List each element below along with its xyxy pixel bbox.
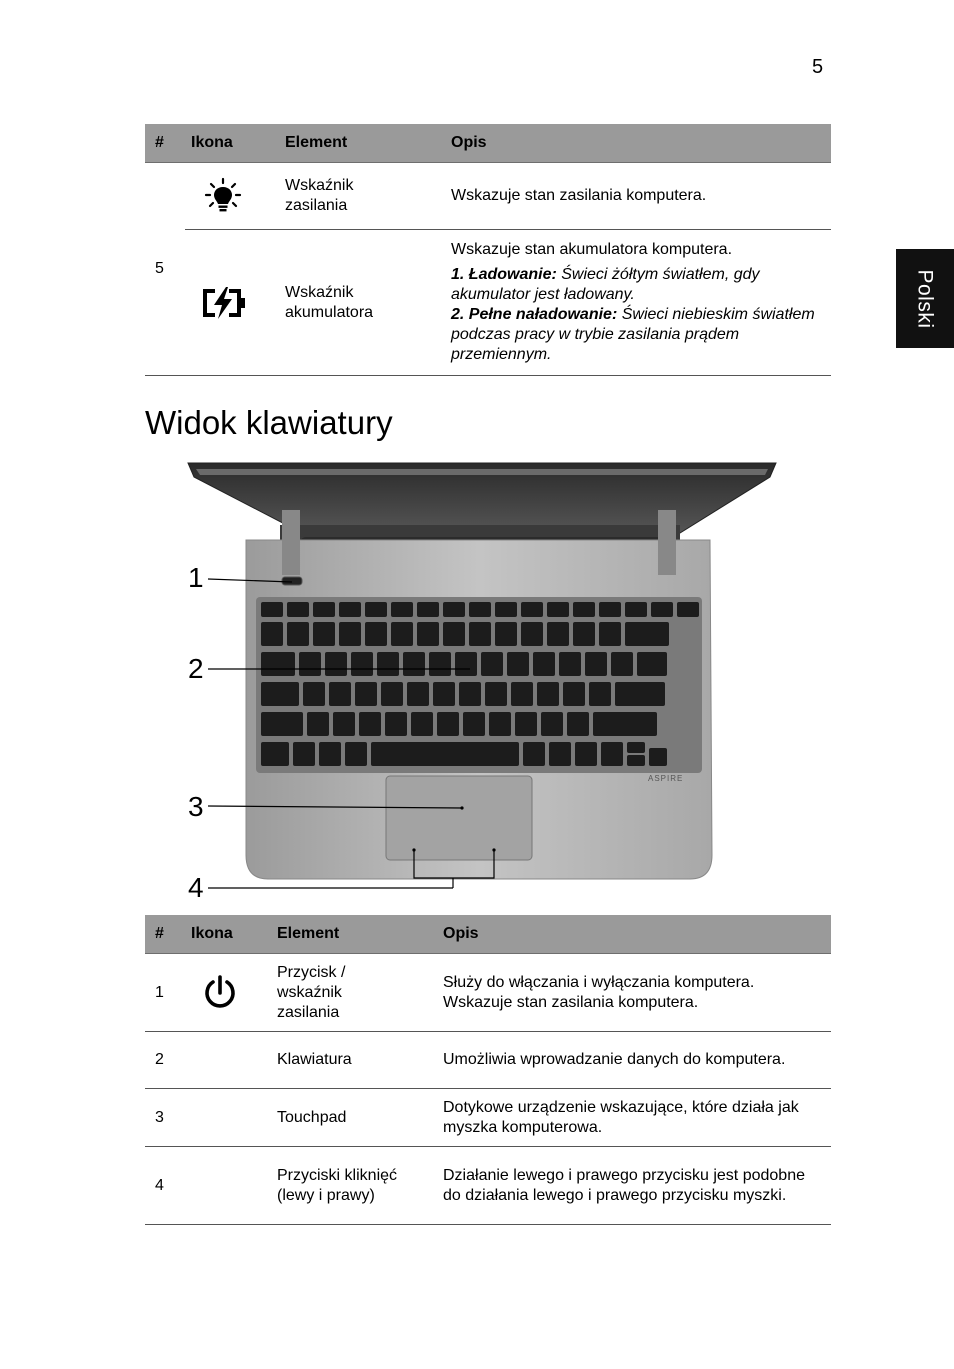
keyboard-view-table bbox=[145, 915, 831, 1225]
keyboard-key bbox=[559, 652, 581, 676]
keyboard-key bbox=[325, 652, 347, 676]
keyboard-key bbox=[495, 622, 517, 646]
keyboard-key bbox=[599, 622, 621, 646]
keyboard-key bbox=[411, 712, 433, 736]
description-cell bbox=[445, 230, 831, 376]
description-cell: Umożliwia wprowadzanie danych do komputera. bbox=[437, 1032, 831, 1089]
keyboard-key bbox=[371, 742, 519, 766]
keyboard-key bbox=[459, 682, 481, 706]
header-number: # bbox=[145, 124, 185, 163]
keyboard-key bbox=[575, 742, 597, 766]
language-tab bbox=[896, 249, 954, 348]
description-cell: Dotykowe urządzenie wskazujące, które działa jak myszka komputerowa. bbox=[437, 1089, 831, 1147]
keyboard-key bbox=[355, 682, 377, 706]
keyboard-key bbox=[627, 742, 645, 753]
section-title: Widok klawiatury bbox=[145, 404, 393, 441]
callout-2: 2 bbox=[188, 653, 204, 684]
keyboard-key bbox=[381, 682, 403, 706]
keyboard-key bbox=[433, 682, 455, 706]
keyboard-key bbox=[339, 622, 361, 646]
indicator-table bbox=[145, 124, 831, 376]
keyboard-key bbox=[537, 682, 559, 706]
keyboard-key bbox=[313, 622, 335, 646]
keyboard-key bbox=[417, 602, 439, 617]
keyboard-key bbox=[261, 652, 295, 676]
keyboard-key bbox=[443, 622, 465, 646]
keyboard-key bbox=[351, 652, 373, 676]
keyboard-key bbox=[627, 755, 645, 766]
keyboard-key bbox=[615, 682, 665, 706]
full-charge-note-text: Świeci niebieskim światłem podczas pracy w trybie zasilania prądem przemiennym. bbox=[451, 306, 815, 363]
keyboard-key bbox=[573, 602, 595, 617]
element-name: Wskaźnik zasilania bbox=[285, 177, 354, 214]
language-tab-label: Polski bbox=[914, 268, 937, 329]
keyboard-key bbox=[611, 652, 633, 676]
keyboard-key bbox=[533, 652, 555, 676]
keyboard-key bbox=[547, 602, 569, 617]
keyboard-key bbox=[469, 602, 491, 617]
keyboard-key bbox=[567, 712, 589, 736]
table-row bbox=[145, 163, 831, 230]
keyboard-key bbox=[489, 712, 511, 736]
keyboard-key bbox=[403, 652, 425, 676]
element-cell: Touchpad bbox=[271, 1089, 437, 1147]
keyboard-key bbox=[469, 622, 491, 646]
keyboard-key bbox=[563, 682, 585, 706]
keyboard-key bbox=[261, 622, 283, 646]
keyboard-key bbox=[625, 622, 669, 646]
description-cell: Działanie lewego i prawego przycisku jest podobne do działania lewego i prawego przycisku myszki. bbox=[437, 1147, 831, 1225]
keyboard-key bbox=[319, 742, 341, 766]
keyboard-key bbox=[359, 712, 381, 736]
charging-note-label: 1. Ładowanie: bbox=[451, 266, 557, 283]
keyboard-key bbox=[511, 682, 533, 706]
keyboard-key bbox=[261, 742, 289, 766]
keyboard-key bbox=[287, 602, 309, 617]
header-element: Element bbox=[279, 124, 445, 163]
keyboard-key bbox=[377, 652, 399, 676]
keyboard-key bbox=[593, 712, 657, 736]
keyboard-key bbox=[541, 712, 563, 736]
full-charge-note-label: 2. Pełne naładowanie: bbox=[451, 306, 618, 323]
header-description: Opis bbox=[437, 915, 831, 954]
keyboard-key bbox=[261, 712, 303, 736]
icon-cell bbox=[185, 230, 279, 376]
keyboard-key bbox=[585, 652, 607, 676]
power-indicator-icon bbox=[203, 176, 243, 216]
keyboard-key bbox=[339, 602, 361, 617]
keyboard-key bbox=[299, 652, 321, 676]
header-element: Element bbox=[271, 915, 437, 954]
row-number: 1 bbox=[145, 954, 185, 1032]
table-row bbox=[145, 954, 831, 1032]
icon-cell bbox=[185, 1032, 271, 1089]
keyboard-key bbox=[651, 602, 673, 617]
header-icon: Ikona bbox=[185, 124, 279, 163]
table-row bbox=[145, 1089, 831, 1147]
table-row bbox=[145, 1032, 831, 1089]
keyboard-figure bbox=[180, 455, 700, 905]
icon-cell bbox=[185, 1089, 271, 1147]
laptop-illustration bbox=[180, 455, 780, 905]
keyboard-key bbox=[385, 712, 407, 736]
keyboard-key bbox=[365, 622, 387, 646]
keyboard-key bbox=[391, 622, 413, 646]
icon-cell bbox=[185, 163, 279, 230]
table-row bbox=[145, 230, 831, 376]
keyboard-key bbox=[601, 742, 623, 766]
keyboard-key bbox=[515, 712, 537, 736]
keyboard-key bbox=[507, 652, 529, 676]
page-number: 5 bbox=[812, 56, 824, 78]
keyboard-key bbox=[293, 742, 315, 766]
keyboard-key bbox=[625, 602, 647, 617]
keyboard-key bbox=[521, 602, 543, 617]
keyboard-key bbox=[599, 602, 621, 617]
element-cell: Klawiatura bbox=[271, 1032, 437, 1089]
keyboard-key bbox=[481, 652, 503, 676]
keyboard-key bbox=[589, 682, 611, 706]
keyboard-key bbox=[313, 602, 335, 617]
keyboard-key bbox=[391, 602, 413, 617]
power-button-icon bbox=[201, 974, 239, 1012]
row-number: 5 bbox=[145, 163, 185, 376]
keyboard-key bbox=[495, 602, 517, 617]
keyboard-key bbox=[463, 712, 485, 736]
keyboard-key bbox=[261, 602, 283, 617]
element-cell bbox=[271, 1147, 437, 1225]
element-name: Wskaźnik akumulatora bbox=[285, 283, 374, 321]
battery-charging-icon bbox=[201, 286, 247, 320]
table-header bbox=[145, 124, 831, 163]
element-name: Przycisk / wskaźnik zasilania bbox=[277, 963, 346, 1021]
keyboard-key bbox=[345, 742, 367, 766]
keyboard-key bbox=[573, 622, 595, 646]
charging-note bbox=[451, 265, 825, 305]
callout-3: 3 bbox=[188, 791, 204, 822]
keyboard-key bbox=[429, 652, 451, 676]
element-cell bbox=[279, 163, 445, 230]
row-number: 4 bbox=[145, 1147, 185, 1225]
keyboard-key bbox=[547, 622, 569, 646]
keyboard-key bbox=[485, 682, 507, 706]
element-name: Przyciski kliknięć (lewy i prawy) bbox=[277, 1166, 398, 1204]
header-icon: Ikona bbox=[185, 915, 271, 954]
keyboard-key bbox=[549, 742, 571, 766]
callout-1: 1 bbox=[188, 562, 204, 593]
keyboard-key bbox=[677, 602, 699, 617]
keyboard-key bbox=[443, 602, 465, 617]
row-number: 3 bbox=[145, 1089, 185, 1147]
brand-mark: ASPIRE bbox=[648, 774, 684, 783]
description-cell: Wskazuje stan zasilania komputera. bbox=[445, 163, 831, 230]
charging-note-text: Świeci żółtym światłem, gdy akumulator jest ładowany. bbox=[451, 266, 760, 303]
table-header bbox=[145, 915, 831, 954]
row-number: 2 bbox=[145, 1032, 185, 1089]
keyboard-key bbox=[365, 602, 387, 617]
icon-cell bbox=[185, 1147, 271, 1225]
keyboard-key bbox=[407, 682, 429, 706]
keyboard-key bbox=[521, 622, 543, 646]
full-charge-note bbox=[451, 305, 825, 365]
keyboard-key bbox=[649, 748, 667, 766]
description-cell: Służy do włączania i wyłączania komputera. Wskazuje stan zasilania komputera. bbox=[437, 954, 831, 1032]
icon-cell bbox=[185, 954, 271, 1032]
battery-description: Wskazuje stan akumulatora komputera. bbox=[451, 241, 733, 258]
keyboard-key bbox=[523, 742, 545, 766]
keyboard-key bbox=[329, 682, 351, 706]
keyboard-key bbox=[437, 712, 459, 736]
keyboard-key bbox=[307, 712, 329, 736]
header-number: # bbox=[145, 915, 185, 954]
callout-4: 4 bbox=[188, 872, 204, 903]
keyboard-key bbox=[261, 682, 299, 706]
element-cell bbox=[271, 954, 437, 1032]
keyboard-key bbox=[637, 652, 667, 676]
keyboard-key bbox=[417, 622, 439, 646]
keyboard-key bbox=[333, 712, 355, 736]
header-description: Opis bbox=[445, 124, 831, 163]
element-cell bbox=[279, 230, 445, 376]
keyboard-key bbox=[287, 622, 309, 646]
keyboard-key bbox=[455, 652, 477, 676]
keyboard-key bbox=[303, 682, 325, 706]
table-row bbox=[145, 1147, 831, 1225]
